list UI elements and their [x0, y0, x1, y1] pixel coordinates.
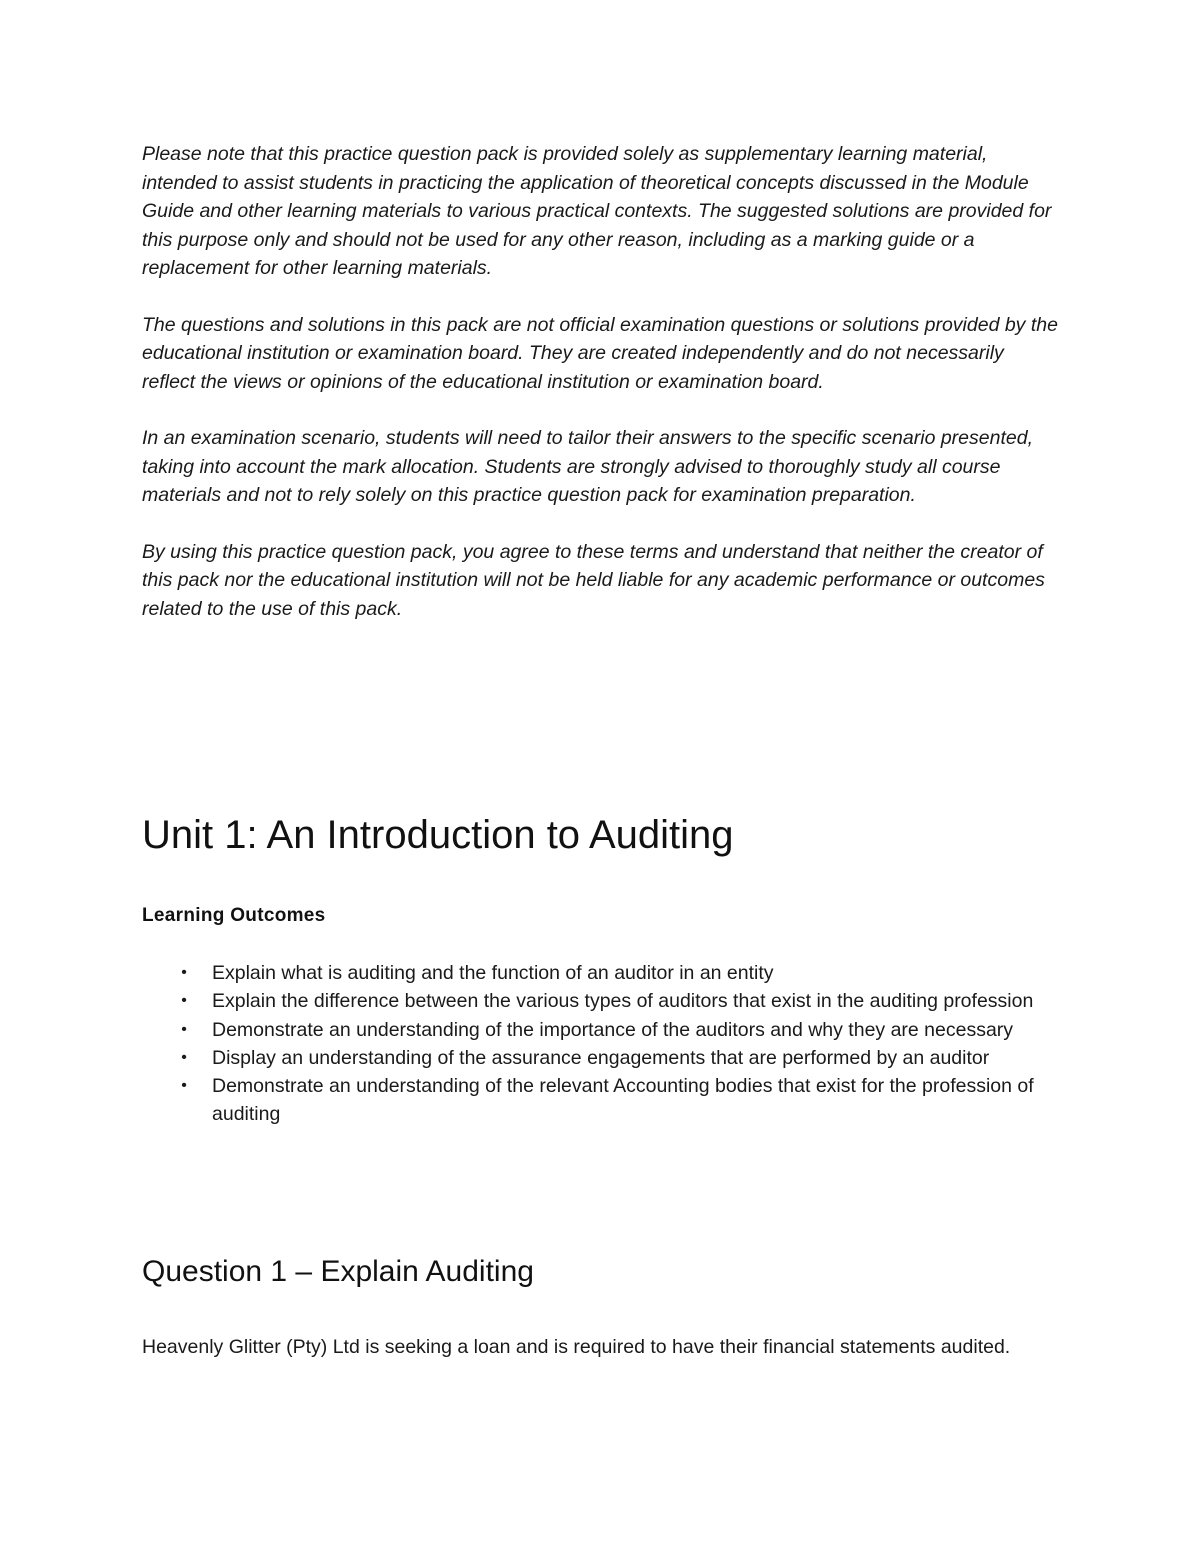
- learning-outcome-item: [142, 1044, 1042, 1072]
- learning-outcome-text: Demonstrate an understanding of the importance of the auditors and why they are necessary: [212, 1018, 1014, 1041]
- learning-outcome-item: [142, 959, 1042, 987]
- question-1-text: Heavenly Glitter (Pty) Ltd is seeking a loan and is required to have their financial statements audited.: [142, 1336, 1011, 1358]
- document-page: [142, 140, 1062, 623]
- learning-outcome-text: Display an understanding of the assurance engagements that are performed by an auditor: [212, 1046, 990, 1069]
- bullet-icon: •: [181, 964, 187, 981]
- disclaimer-paragraph-3: In an examination scenario, students will need to tailor their answers to the specific scenario presented, taking into account the mark allocation. Students are strongly advised to thoroughly study all course materials and not to rely solely on this practice question pack for examination preparation.: [142, 427, 1033, 506]
- unit-title: Unit 1: An Introduction to Auditing: [142, 813, 734, 857]
- bullet-icon: •: [181, 1077, 187, 1095]
- learning-outcome-text: Explain the difference between the various types of auditors that exist in the auditing profession: [212, 990, 1034, 1013]
- learning-outcome-item: [142, 987, 1042, 1015]
- learning-outcomes-list: [142, 959, 1042, 1129]
- disclaimer-paragraph-2: The questions and solutions in this pack are not official examination questions or solutions provided by the educational institution or examination board. They are created independently and do not necessarily reflect the views or opinions of the educational institution or examination board.: [142, 313, 1058, 393]
- question-1-title: Question 1 – Explain Auditing: [142, 1255, 534, 1288]
- bullet-icon: •: [181, 1020, 187, 1038]
- learning-outcomes-heading: Learning Outcomes: [142, 905, 326, 926]
- learning-outcome-text: Explain what is auditing and the function of an auditor in an entity: [212, 962, 774, 984]
- learning-outcome-item: [142, 1072, 1042, 1129]
- disclaimer-paragraph-1: Please note that this practice question pack is provided solely as supplementary learning material, intended to assist students in practicing the application of theoretical concepts discussed in the Module Guide and other learning materials to various practical contexts. The suggested solutions are provided for this purpose only and should not be used for any other reason, including as a marking guide or a replacement for other learning materials.: [142, 143, 1052, 279]
- bullet-icon: •: [181, 1048, 187, 1066]
- learning-outcome-item: [142, 1016, 1042, 1044]
- disclaimer-paragraph-4: By using this practice question pack, you agree to these terms and understand that neither the creator of this pack nor the educational institution will not be held liable for any academic performance or outcomes related to the use of this pack.: [142, 540, 1045, 620]
- learning-outcome-text: Demonstrate an understanding of the relevant Accounting bodies that exist for the profession of auditing: [212, 1075, 1034, 1126]
- bullet-icon: •: [181, 992, 187, 1010]
- disclaimer-section: [142, 140, 1062, 623]
